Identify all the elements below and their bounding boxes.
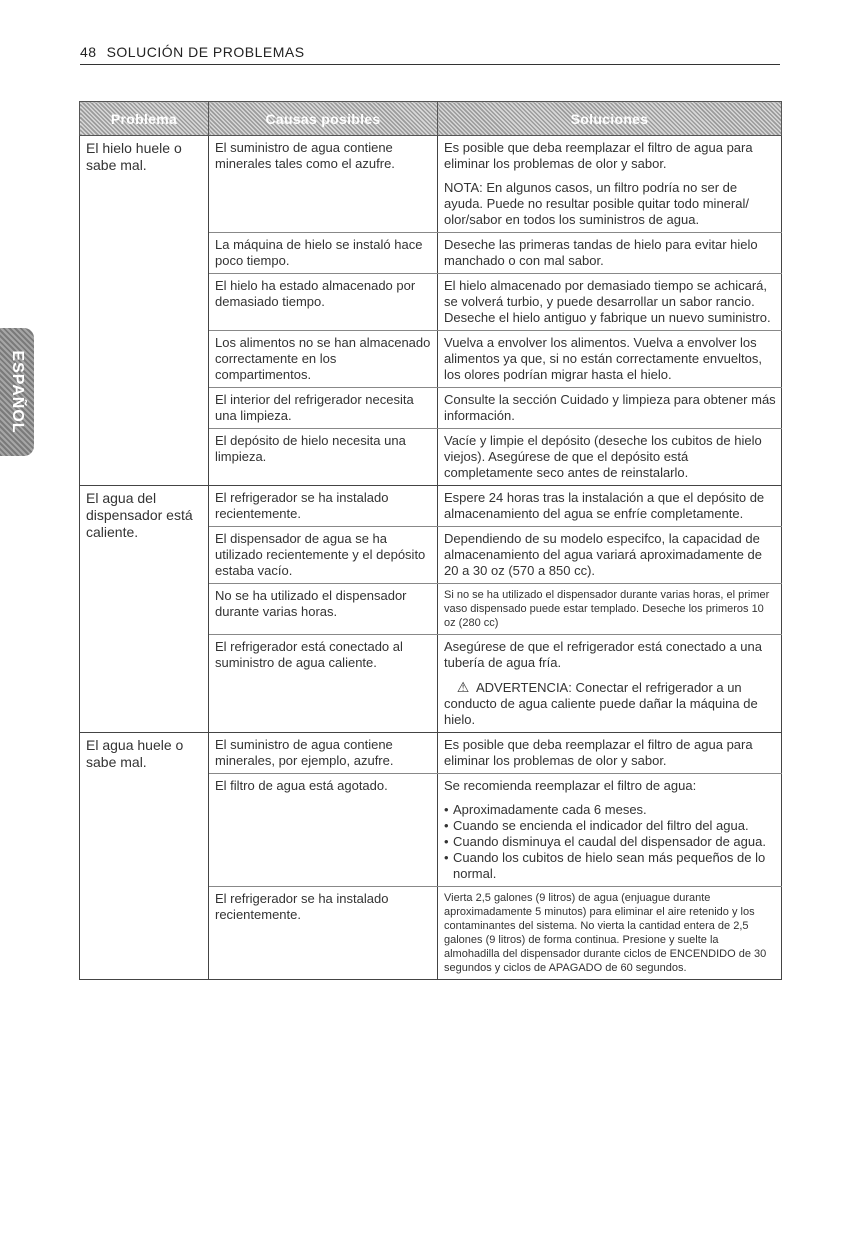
cause-cell: El hielo ha estado almacenado por demasiado tiempo. bbox=[209, 274, 438, 331]
warning-note bbox=[444, 679, 776, 728]
cause-cell: El refrigerador se ha instalado recientemente. bbox=[209, 486, 438, 527]
solution-cell: El hielo almacenado por demasiado tiempo se achicará, se volverá turbio, y puede desarrollar un sabor rancio. Deseche el hielo antiguo y fabrique un nuevo suministro. bbox=[438, 274, 782, 331]
cause-cell: Los alimentos no se han almacenado correctamente en los compartimentos. bbox=[209, 331, 438, 388]
solution-cell: Vierta 2,5 galones (9 litros) de agua (enjuague durante aproximadamente 5 minutos) para eliminar el aire retenido y los contaminantes del sistema. No vierta la cantidad entera de 2,5 galones (9 litros) de forma continua. Presione y suelte la almohadilla del dispensador durante ciclos de ENCENDIDO de 30 segundos y ciclos de APAGADO de 60 segundos. bbox=[438, 887, 782, 980]
table-row bbox=[80, 733, 782, 774]
section-title: SOLUCIÓN DE PROBLEMAS bbox=[106, 44, 305, 60]
cause-cell: El suministro de agua contiene minerales, por ejemplo, azufre. bbox=[209, 733, 438, 774]
column-header-solutions: Soluciones bbox=[438, 102, 782, 136]
solution-cell: Consulte la sección Cuidado y limpieza para obtener más información. bbox=[438, 388, 782, 429]
column-header-problem: Problema bbox=[80, 102, 209, 136]
solution-cell: Vuelva a envolver los alimentos. Vuelva a envolver los alimentos ya que, si no están correctamente envueltos, los olores podrían migrar hasta el hielo. bbox=[438, 331, 782, 388]
page-number: 48 bbox=[80, 44, 97, 60]
solution-cell: Si no se ha utilizado el dispensador durante varias horas, el primer vaso dispensado puede estar templado. Deseche los primeros 10 oz (280 cc) bbox=[438, 584, 782, 635]
column-header-causes: Causas posibles bbox=[209, 102, 438, 136]
warning-triangle-icon: ⚠ bbox=[456, 679, 470, 695]
problem-cell: El hielo huele o sabe mal. bbox=[80, 136, 209, 486]
cause-cell: El refrigerador se ha instalado recientemente. bbox=[209, 887, 438, 980]
solution-cell: Espere 24 horas tras la instalación a que el depósito de almacenamiento del agua se enfríe completamente. bbox=[438, 486, 782, 527]
cause-cell: El interior del refrigerador necesita una limpieza. bbox=[209, 388, 438, 429]
cause-cell: La máquina de hielo se instaló hace poco tiempo. bbox=[209, 233, 438, 274]
list-item: • Cuando los cubitos de hielo sean más pequeños de lo normal. bbox=[444, 850, 776, 882]
language-side-tab bbox=[0, 328, 34, 456]
solution-cell: Es posible que deba reemplazar el filtro de agua para eliminar los problemas de olor y sabor. bbox=[438, 733, 782, 774]
solution-cell: Vacíe y limpie el depósito (deseche los cubitos de hielo viejos). Asegúrese de que el depósito está completamente seco antes de reinstalarlo. bbox=[438, 429, 782, 486]
language-label: ESPAÑOL bbox=[9, 350, 26, 434]
bullet-list bbox=[444, 802, 776, 882]
table-row bbox=[80, 136, 782, 233]
solution-text: Asegúrese de que el refrigerador está conectado a una tubería de agua fría. bbox=[444, 639, 762, 670]
problem-cell: El agua huele o sabe mal. bbox=[80, 733, 209, 980]
solution-cell: Deseche las primeras tandas de hielo para evitar hielo manchado o con mal sabor. bbox=[438, 233, 782, 274]
solution-note: NOTA: En algunos casos, un filtro podría no ser de ayuda. Puede no resultar posible quitar todo mineral/ olor/sabor en todos los suministros de agua. bbox=[444, 180, 749, 227]
cause-cell: El depósito de hielo necesita una limpieza. bbox=[209, 429, 438, 486]
troubleshooting-table bbox=[79, 101, 782, 980]
problem-cell: El agua del dispensador está caliente. bbox=[80, 486, 209, 733]
solution-cell: Dependiendo de su modelo especifco, la capacidad de almacenamiento del agua variará aproximadamente de 20 a 30 oz (570 a 850 cc). bbox=[438, 527, 782, 584]
page-header bbox=[80, 44, 780, 65]
solution-cell bbox=[438, 136, 782, 233]
list-item: • Cuando disminuya el caudal del dispensador de agua. bbox=[444, 834, 776, 850]
cause-cell: El filtro de agua está agotado. bbox=[209, 774, 438, 887]
cause-cell: No se ha utilizado el dispensador durante varias horas. bbox=[209, 584, 438, 635]
list-item: • Cuando se encienda el indicador del filtro del agua. bbox=[444, 818, 776, 834]
table-row bbox=[80, 486, 782, 527]
table-header-row bbox=[80, 102, 782, 136]
solution-text: Es posible que deba reemplazar el filtro de agua para eliminar los problemas de olor y sabor. bbox=[444, 140, 753, 171]
cause-cell: El suministro de agua contiene minerales tales como el azufre. bbox=[209, 136, 438, 233]
solution-cell bbox=[438, 635, 782, 733]
cause-cell: El dispensador de agua se ha utilizado recientemente y el depósito estaba vacío. bbox=[209, 527, 438, 584]
list-item: • Aproximadamente cada 6 meses. bbox=[444, 802, 776, 818]
warning-text: ADVERTENCIA: Conectar el refrigerador a un conducto de agua caliente puede dañar la máquina de hielo. bbox=[444, 680, 758, 727]
cause-cell: El refrigerador está conectado al suministro de agua caliente. bbox=[209, 635, 438, 733]
solution-text: Se recomienda reemplazar el filtro de agua: bbox=[444, 778, 697, 793]
solution-cell bbox=[438, 774, 782, 887]
